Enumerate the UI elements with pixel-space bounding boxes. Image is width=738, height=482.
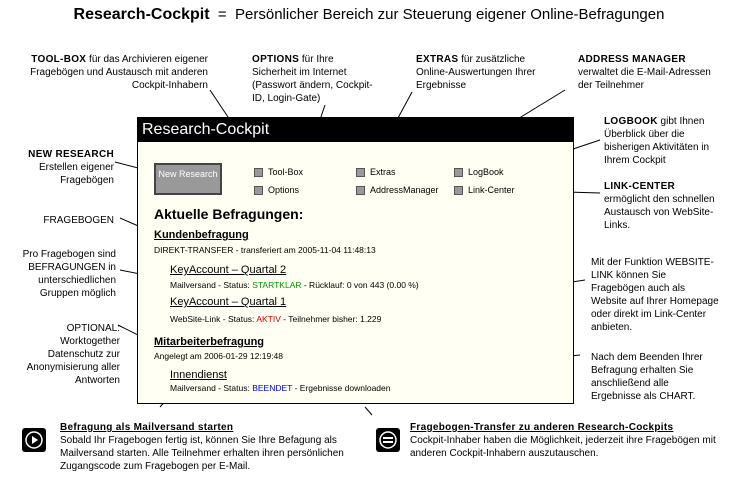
line-transfer [365,407,372,415]
annotation-optional: OPTIONAL: Worktogether Datenschutz zur Anonymisierung aller Antworten [26,323,120,386]
menu-addressmanager[interactable]: AddressManager [356,185,439,195]
title-subtitle: Persönlicher Bereich zur Steuerung eigener Online-Befragungen [235,6,665,23]
annotation-chart: Nach dem Beenden Ihrer Befragung erhalten Sie anschließend alle Ergebnisse als CHART. [591,352,703,402]
group-title-mitarbeiterbefragung[interactable]: Mitarbeiterbefragung [154,336,265,348]
transfer-icon [376,428,400,452]
annotation-logbook: LOGBOOK gibt Ihnen Überblick über die bisherigen Aktivitäten in Ihrem Cockpit [604,116,710,166]
brand-title: Research-Cockpit [73,6,210,23]
menu-linkcenter[interactable]: Link-Center [454,185,515,195]
addressmanager-icon [356,186,365,195]
group-meta: Angelegt am 2006-01-29 12:19:48 [154,351,284,361]
annotation-address-manager: ADDRESS MANAGER verwaltet die E-Mail-Adressen der Teilnehmer [578,54,711,91]
cockpit-panel [137,117,574,404]
panel-title: Research-Cockpit [138,118,573,142]
linkcenter-icon [454,186,463,195]
menu-toolbox[interactable]: Tool-Box [254,167,303,177]
annotation-fragebogen: FRAGEBOGEN [43,215,114,226]
status-badge: BEENDET [252,383,293,393]
annotation-befragungen: Pro Fragebogen sind BEFRAGUNGEN in unterschiedlichen Gruppen möglich [22,249,116,299]
play-icon [22,428,46,452]
menu-options[interactable]: Options [254,185,299,195]
survey-status-line: WebSite-Link - Status: AKTIV - Teilnehmer bisher: 1.229 [170,314,382,324]
annotation-website-link: Mit der Funktion WEBSITE-LINK können Sie Fragebögen auch als Website auf Ihrer Homepage oder direkt im Link-Center anbieten. [591,257,719,333]
annotation-new-research: NEW RESEARCH Erstellen eigener Fragebögen [28,149,114,186]
annotation-extras: EXTRAS für zusätzliche Online-Auswertungen Ihrer Ergebnisse [416,54,536,91]
bottom-mailversand: Befragung als Mailversand starten Sobald Ihr Fragebogen fertig ist, können Sie Ihre Befagung als Mailversand starten. Alle Teilnehmer erhalten ihren persönlichen Zugangscode zum Fragebogen per E-Mail. [60,422,344,472]
toolbox-icon [254,168,263,177]
group-meta: DIREKT-TRANSFER - transferiert am 2005-11-04 11:48:13 [154,245,376,255]
menu-extras[interactable]: Extras [356,167,396,177]
title-equals: = [217,6,227,23]
options-icon [254,186,263,195]
section-title: Aktuelle Befragungen: [154,206,304,222]
survey-link-quartal2[interactable]: KeyAccount – Quartal 2 [170,264,287,276]
bottom-transfer: Fragebogen-Transfer zu anderen Research-Cockpits Cockpit-Inhaber haben die Möglichkeit, jederzeit ihre Fragebögen mit anderen Cockpit-Inhabern auszutauschen. [410,422,716,459]
group-title-kundenbefragung[interactable]: Kundenbefragung [154,229,249,241]
logbook-icon [454,168,463,177]
status-badge: STARTKLAR [252,280,302,290]
survey-link-quartal1[interactable]: KeyAccount – Quartal 1 [170,296,287,308]
new-research-button[interactable]: New Research [154,163,222,195]
menu-logbook[interactable]: LogBook [454,167,504,177]
survey-status-line: Mailversand - Status: BEENDET - Ergebnisse downloaden [170,383,391,393]
extras-icon [356,168,365,177]
survey-status-line: Mailversand - Status: STARTKLAR - Rücklauf: 0 von 443 (0.00 %) [170,280,419,290]
annotation-options: OPTIONS für Ihre Sicherheit im Internet (Passwort ändern, Cockpit-ID, Login-Gate) [252,54,373,104]
survey-link-innendienst[interactable]: Innendienst [170,369,227,381]
annotation-link-center: LINK-CENTER ermöglicht den schnellen Austausch von WebSite-Links. [604,181,715,231]
status-badge: AKTIV [256,314,281,324]
annotation-toolbox: TOOL-BOX für das Archivieren eigener Fragebögen und Austausch mit anderen Cockpit-Inhabern [30,54,208,91]
